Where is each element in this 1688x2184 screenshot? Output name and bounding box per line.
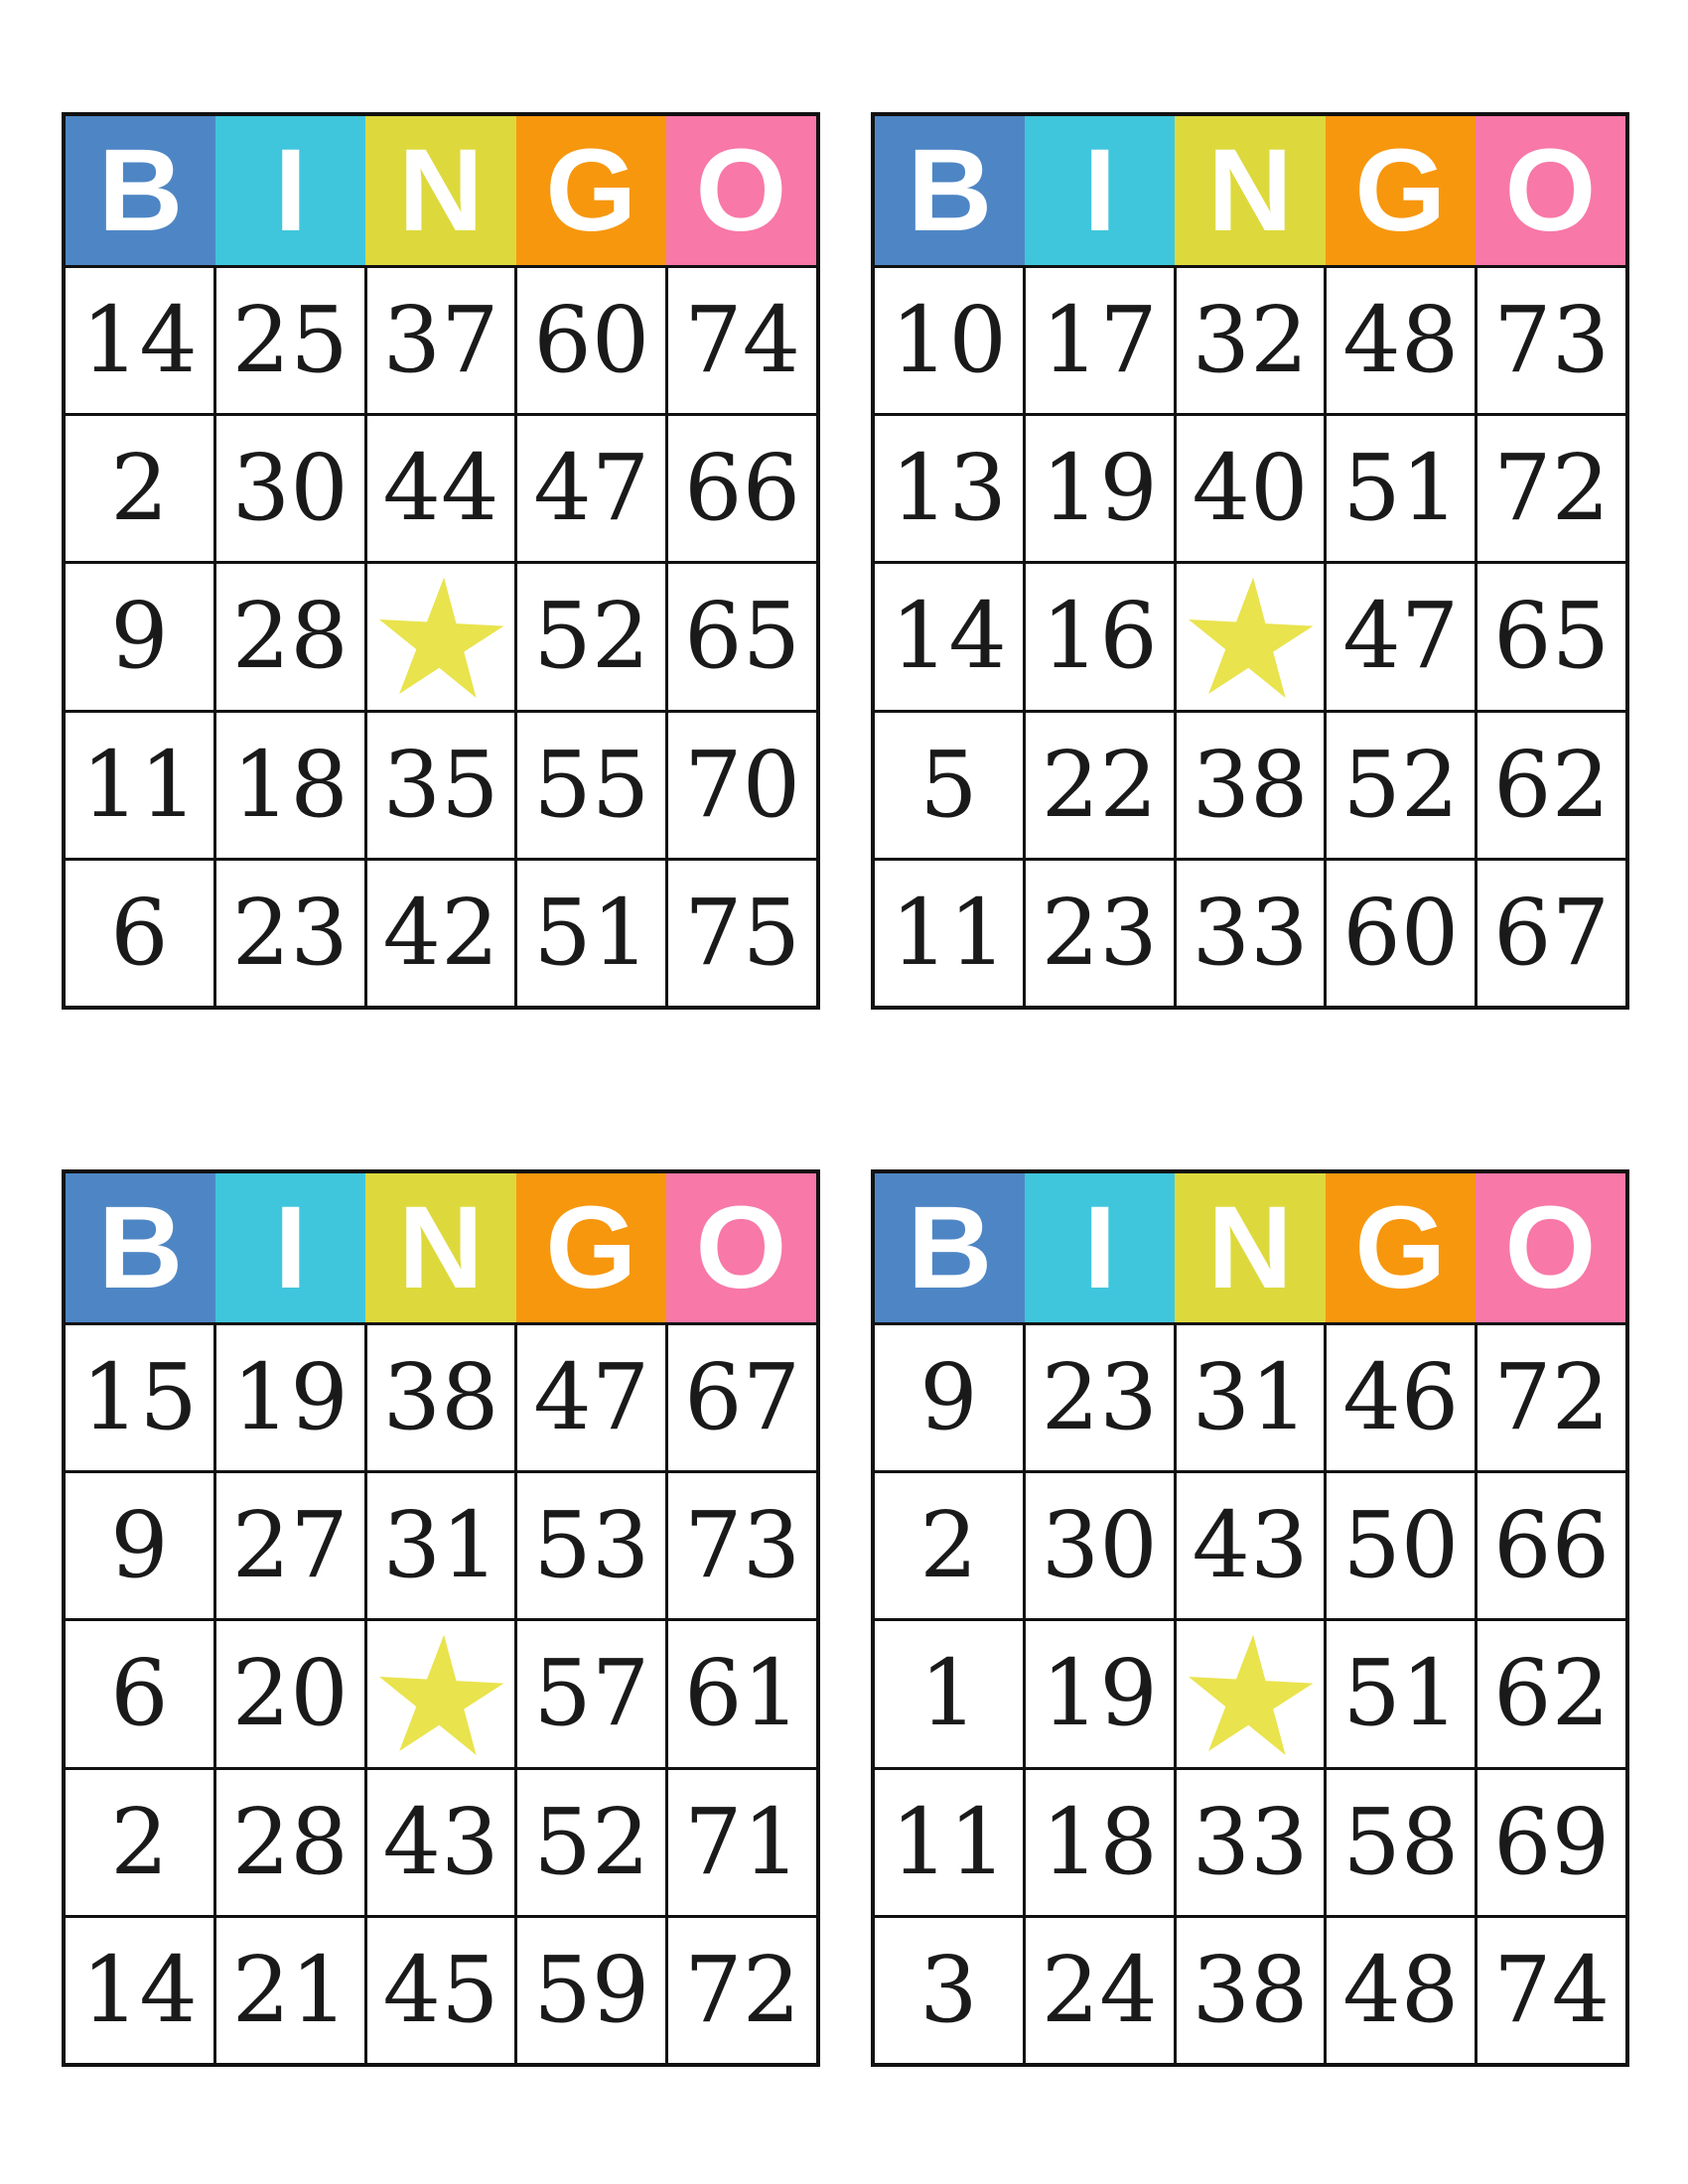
bingo-cell-n-row5[interactable]: 42: [367, 861, 515, 1006]
header-cell-g: G: [1326, 1173, 1476, 1322]
bingo-card-bottom-left: [62, 1169, 820, 2067]
bingo-cell-g-row4[interactable]: 52: [1327, 713, 1475, 858]
bingo-grid: [875, 265, 1625, 1006]
bingo-cell-b-row5[interactable]: 3: [875, 1918, 1023, 2063]
header-cell-b: B: [66, 116, 215, 265]
bingo-cell-b-row2[interactable]: 13: [875, 416, 1023, 561]
bingo-grid: [66, 265, 816, 1006]
bingo-cell-b-row5[interactable]: 6: [66, 861, 213, 1006]
bingo-cell-o-row5[interactable]: 72: [668, 1918, 816, 2063]
bingo-cell-o-row1[interactable]: 74: [668, 268, 816, 413]
free-space-cell[interactable]: [1177, 564, 1325, 709]
bingo-cell-g-row1[interactable]: 47: [517, 1325, 665, 1470]
bingo-header: [875, 1173, 1625, 1322]
bingo-cell-g-row2[interactable]: 53: [517, 1473, 665, 1618]
bingo-cell-g-row2[interactable]: 50: [1327, 1473, 1475, 1618]
bingo-header: [66, 1173, 816, 1322]
bingo-cell-i-row2[interactable]: 30: [216, 416, 364, 561]
bingo-cell-n-row1[interactable]: 31: [1177, 1325, 1325, 1470]
bingo-cell-b-row4[interactable]: 2: [66, 1770, 213, 1915]
bingo-cell-g-row3[interactable]: 51: [1327, 1621, 1475, 1766]
bingo-cell-i-row2[interactable]: 27: [216, 1473, 364, 1618]
bingo-cell-b-row3[interactable]: 14: [875, 564, 1023, 709]
bingo-cell-b-row4[interactable]: 11: [66, 713, 213, 858]
bingo-cell-n-row2[interactable]: 40: [1177, 416, 1325, 561]
bingo-cell-o-row4[interactable]: 70: [668, 713, 816, 858]
bingo-cell-i-row2[interactable]: 30: [1026, 1473, 1174, 1618]
bingo-grid: [875, 1322, 1625, 2063]
bingo-card-top-left: [62, 112, 820, 1010]
bingo-cell-b-row4[interactable]: 5: [875, 713, 1023, 858]
star-icon: [372, 1625, 510, 1763]
free-space-cell[interactable]: [1177, 1621, 1325, 1766]
bingo-cell-o-row2[interactable]: 73: [668, 1473, 816, 1618]
header-cell-i: I: [215, 1173, 365, 1322]
header-cell-n: N: [1175, 1173, 1325, 1322]
bingo-cell-g-row2[interactable]: 51: [1327, 416, 1475, 561]
bingo-cell-i-row3[interactable]: 16: [1026, 564, 1174, 709]
bingo-cell-o-row1[interactable]: 73: [1477, 268, 1625, 413]
header-cell-g: G: [1326, 116, 1476, 265]
bingo-cell-b-row2[interactable]: 2: [875, 1473, 1023, 1618]
bingo-cell-n-row1[interactable]: 38: [367, 1325, 515, 1470]
bingo-card-bottom-right: [871, 1169, 1629, 2067]
bingo-cell-o-row5[interactable]: 74: [1477, 1918, 1625, 2063]
bingo-cell-g-row5[interactable]: 51: [517, 861, 665, 1006]
bingo-cell-o-row2[interactable]: 66: [668, 416, 816, 561]
bingo-cell-i-row4[interactable]: 28: [216, 1770, 364, 1915]
bingo-header: [875, 116, 1625, 265]
bingo-cell-g-row3[interactable]: 47: [1327, 564, 1475, 709]
bingo-cell-i-row1[interactable]: 19: [216, 1325, 364, 1470]
bingo-cell-i-row4[interactable]: 18: [1026, 1770, 1174, 1915]
bingo-cell-g-row1[interactable]: 60: [517, 268, 665, 413]
bingo-cell-i-row1[interactable]: 17: [1026, 268, 1174, 413]
bingo-cell-b-row3[interactable]: 6: [66, 1621, 213, 1766]
header-cell-i: I: [215, 116, 365, 265]
bingo-card-top-right: [871, 112, 1629, 1010]
bingo-cell-o-row5[interactable]: 67: [1477, 861, 1625, 1006]
bingo-header: [66, 116, 816, 265]
bingo-cell-i-row1[interactable]: 25: [216, 268, 364, 413]
bingo-cell-o-row5[interactable]: 75: [668, 861, 816, 1006]
bingo-cell-g-row3[interactable]: 57: [517, 1621, 665, 1766]
header-cell-b: B: [66, 1173, 215, 1322]
header-cell-o: O: [666, 1173, 816, 1322]
bingo-cell-b-row3[interactable]: 9: [66, 564, 213, 709]
bingo-cell-b-row2[interactable]: 2: [66, 416, 213, 561]
bingo-cell-b-row1[interactable]: 9: [875, 1325, 1023, 1470]
bingo-cell-o-row4[interactable]: 62: [1477, 713, 1625, 858]
bingo-cell-b-row1[interactable]: 10: [875, 268, 1023, 413]
bingo-cell-g-row5[interactable]: 48: [1327, 1918, 1475, 2063]
free-space-cell[interactable]: [367, 1621, 515, 1766]
bingo-cell-n-row4[interactable]: 38: [1177, 713, 1325, 858]
bingo-cell-n-row5[interactable]: 38: [1177, 1918, 1325, 2063]
bingo-cell-o-row2[interactable]: 66: [1477, 1473, 1625, 1618]
bingo-cell-g-row5[interactable]: 59: [517, 1918, 665, 2063]
bingo-cell-n-row1[interactable]: 32: [1177, 268, 1325, 413]
bingo-cell-n-row4[interactable]: 43: [367, 1770, 515, 1915]
bingo-cell-o-row3[interactable]: 65: [668, 564, 816, 709]
bingo-cell-b-row1[interactable]: 15: [66, 1325, 213, 1470]
header-cell-g: G: [516, 116, 666, 265]
star-icon: [1182, 1625, 1320, 1763]
bingo-cell-g-row5[interactable]: 60: [1327, 861, 1475, 1006]
bingo-cell-b-row4[interactable]: 11: [875, 1770, 1023, 1915]
bingo-cell-b-row3[interactable]: 1: [875, 1621, 1023, 1766]
star-icon: [1182, 568, 1320, 706]
bingo-grid: [66, 1322, 816, 2063]
header-cell-o: O: [1476, 1173, 1625, 1322]
free-space-cell[interactable]: [367, 564, 515, 709]
bingo-cell-g-row4[interactable]: 52: [517, 1770, 665, 1915]
bingo-cell-g-row2[interactable]: 47: [517, 416, 665, 561]
bingo-cell-g-row4[interactable]: 55: [517, 713, 665, 858]
bingo-cell-g-row1[interactable]: 46: [1327, 1325, 1475, 1470]
bingo-cell-b-row2[interactable]: 9: [66, 1473, 213, 1618]
bingo-cell-i-row5[interactable]: 21: [216, 1918, 364, 2063]
bingo-cell-i-row1[interactable]: 23: [1026, 1325, 1174, 1470]
bingo-cell-n-row5[interactable]: 33: [1177, 861, 1325, 1006]
bingo-cell-o-row2[interactable]: 72: [1477, 416, 1625, 561]
bingo-cell-o-row1[interactable]: 67: [668, 1325, 816, 1470]
bingo-cell-o-row3[interactable]: 62: [1477, 1621, 1625, 1766]
header-cell-n: N: [365, 1173, 515, 1322]
bingo-cell-i-row2[interactable]: 19: [1026, 416, 1174, 561]
bingo-cell-b-row5[interactable]: 14: [66, 1918, 213, 2063]
bingo-cell-i-row4[interactable]: 18: [216, 713, 364, 858]
header-cell-b: B: [875, 1173, 1025, 1322]
bingo-cell-n-row4[interactable]: 35: [367, 713, 515, 858]
bingo-cell-o-row4[interactable]: 71: [668, 1770, 816, 1915]
bingo-cell-n-row2[interactable]: 44: [367, 416, 515, 561]
bingo-cell-i-row5[interactable]: 23: [1026, 861, 1174, 1006]
header-cell-i: I: [1025, 116, 1175, 265]
bingo-cell-g-row3[interactable]: 52: [517, 564, 665, 709]
bingo-cell-b-row1[interactable]: 14: [66, 268, 213, 413]
star-icon: [372, 568, 510, 706]
bingo-cell-n-row2[interactable]: 31: [367, 1473, 515, 1618]
bingo-cell-n-row5[interactable]: 45: [367, 1918, 515, 2063]
bingo-cell-b-row5[interactable]: 11: [875, 861, 1023, 1006]
bingo-cell-i-row3[interactable]: 20: [216, 1621, 364, 1766]
bingo-cell-g-row4[interactable]: 58: [1327, 1770, 1475, 1915]
header-cell-o: O: [1476, 116, 1625, 265]
bingo-cell-o-row3[interactable]: 61: [668, 1621, 816, 1766]
bingo-cell-i-row5[interactable]: 23: [216, 861, 364, 1006]
bingo-cell-o-row4[interactable]: 69: [1477, 1770, 1625, 1915]
bingo-cell-n-row1[interactable]: 37: [367, 268, 515, 413]
bingo-cell-i-row3[interactable]: 19: [1026, 1621, 1174, 1766]
bingo-cell-o-row3[interactable]: 65: [1477, 564, 1625, 709]
header-cell-n: N: [1175, 116, 1325, 265]
header-cell-n: N: [365, 116, 515, 265]
bingo-cell-i-row3[interactable]: 28: [216, 564, 364, 709]
bingo-cell-n-row4[interactable]: 33: [1177, 1770, 1325, 1915]
bingo-cell-o-row1[interactable]: 72: [1477, 1325, 1625, 1470]
header-cell-i: I: [1025, 1173, 1175, 1322]
bingo-cell-i-row5[interactable]: 24: [1026, 1918, 1174, 2063]
bingo-cell-i-row4[interactable]: 22: [1026, 713, 1174, 858]
bingo-cell-n-row2[interactable]: 43: [1177, 1473, 1325, 1618]
bingo-cell-g-row1[interactable]: 48: [1327, 268, 1475, 413]
header-cell-g: G: [516, 1173, 666, 1322]
header-cell-b: B: [875, 116, 1025, 265]
header-cell-o: O: [666, 116, 816, 265]
